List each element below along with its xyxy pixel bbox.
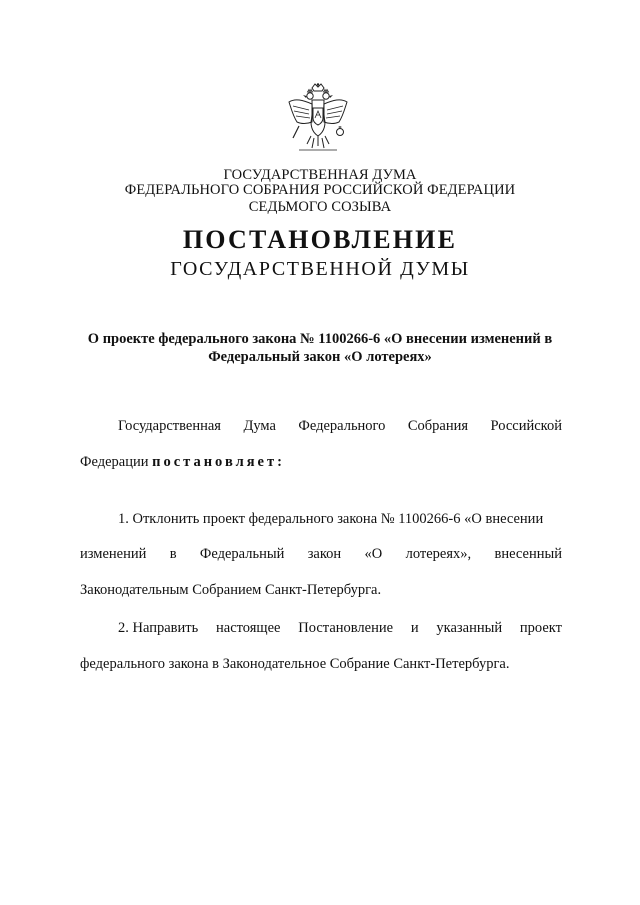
clause-1-line-3: Законодательным Собранием Санкт-Петербурга. xyxy=(80,582,382,598)
clause-1-word: Федеральный xyxy=(199,546,285,562)
preamble-word: Федерального xyxy=(298,418,386,434)
russian-coat-of-arms-icon xyxy=(285,82,351,154)
preamble-word: Дума xyxy=(243,418,276,434)
clause-2-word: настоящее xyxy=(216,620,281,636)
clause-2 xyxy=(80,619,562,679)
clause-1-word: закон xyxy=(307,546,342,562)
clause-2-word: и xyxy=(410,620,419,636)
clause-1-word: в xyxy=(169,546,177,562)
clause-1-word: внесенный xyxy=(494,546,562,562)
issuer-convocation: СЕДЬМОГО СОЗЫВА xyxy=(248,199,392,215)
issuer-name: ГОСУДАРСТВЕННАЯ ДУМА xyxy=(223,167,417,183)
clause-2-word: Постановление xyxy=(298,620,394,636)
clause-1-word: изменений xyxy=(80,546,147,562)
clause-2-line-1 xyxy=(80,619,562,637)
clause-1-line-1: 1. Отклонить проект федерального закона № 1100266-6 «О внесении xyxy=(118,511,544,527)
preamble-word: Российской xyxy=(490,418,562,434)
clause-2-word: указанный xyxy=(436,620,503,636)
preamble-start: Федерации xyxy=(80,454,149,470)
document-type-title: ПОСТАНОВЛЕНИЕ xyxy=(182,225,458,254)
resolution-verb: постановляет: xyxy=(152,454,285,470)
preamble-paragraph xyxy=(80,417,562,477)
clause-1-word: «О xyxy=(364,546,383,562)
clause-2-word: проект xyxy=(519,620,562,636)
issuer-parent: ФЕДЕРАЛЬНОГО СОБРАНИЯ РОССИЙСКОЙ ФЕДЕРАЦИИ xyxy=(124,182,516,198)
clause-1 xyxy=(80,510,562,600)
clause-2-word: 2. Направить xyxy=(118,620,199,636)
subject-line-1: О проекте федерального закона № 1100266-6 «О внесении изменений в xyxy=(87,331,553,347)
clause-1-line-2 xyxy=(80,545,562,563)
document-subject xyxy=(60,330,580,366)
document-type-subtitle: ГОСУДАРСТВЕННОЙ ДУМЫ xyxy=(170,258,470,280)
preamble-word: Собрания xyxy=(407,418,469,434)
clause-1-word: лотереях», xyxy=(405,546,472,562)
preamble-line-2 xyxy=(80,453,562,471)
subject-line-2: Федеральный закон «О лотереях» xyxy=(208,349,432,365)
clause-2-line-2: федерального закона в Законодательное Собрание Санкт-Петербурга. xyxy=(80,656,510,672)
preamble-line-1 xyxy=(80,417,562,435)
preamble-word: Государственная xyxy=(118,418,221,434)
